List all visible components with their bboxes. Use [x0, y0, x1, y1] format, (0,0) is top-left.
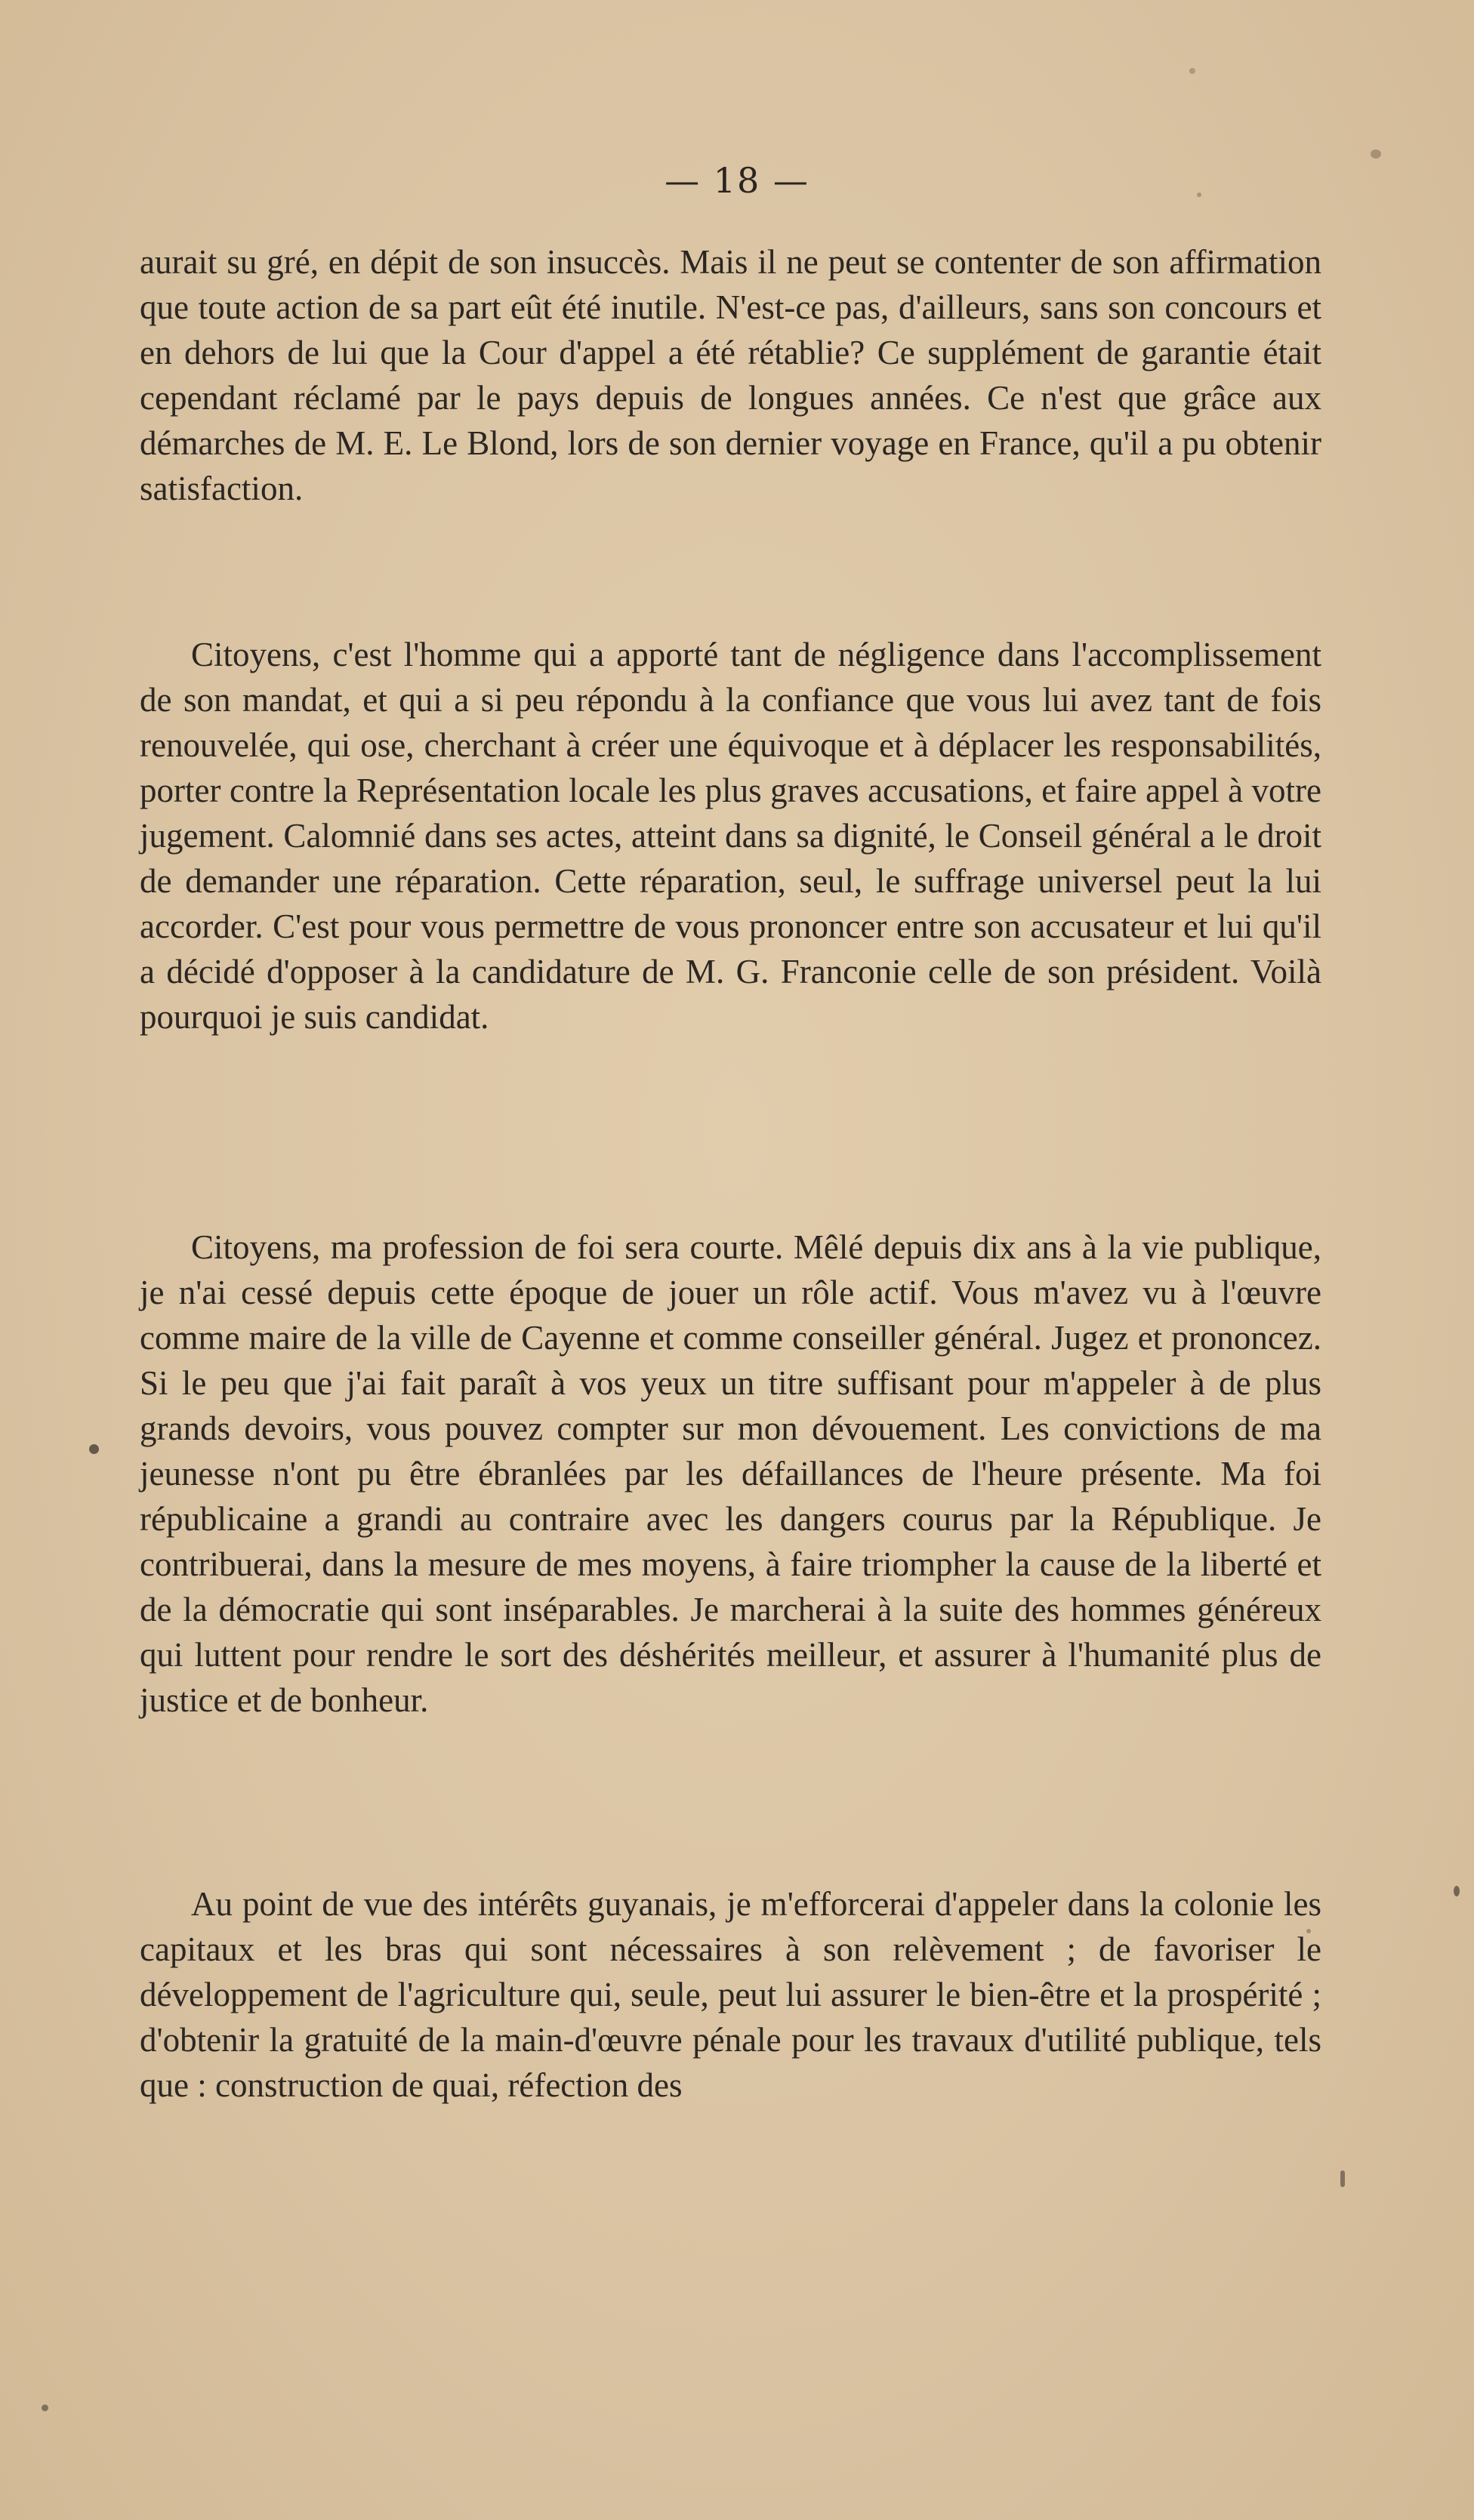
paper-speck — [1189, 68, 1195, 74]
paragraph-4 — [140, 1881, 1321, 2108]
paper-speck — [1454, 1886, 1460, 1896]
paper-speck — [1371, 149, 1381, 159]
paper-speck — [1340, 2170, 1345, 2187]
paper-speck — [1306, 1929, 1311, 1933]
paragraph-2 — [140, 632, 1321, 1040]
paragraph-3 — [140, 1225, 1321, 1723]
paragraph-text: Au point de vue des intérêts guyanais, je m'efforcerai d'appeler dans la colonie les capitaux et les bras qui sont nécessaires à son relèvement ; de favoriser le développement de l'agriculture qui, seule, peut lui assurer le bien-être et la prospérité ; d'obtenir la gratuité de la main-d'œuvre pénale pour les travaux d'utilité publique, tels que : construction de quai, réfection des — [140, 1885, 1321, 2104]
page-number: — 18 — — [665, 160, 809, 201]
paragraph-text: Citoyens, ma profession de foi sera courte. Mêlé depuis dix ans à la vie publique, je n'ai cessé depuis cette époque de jouer un rôle actif. Vous m'avez vu à l'œuvre comme maire de la ville de Cayenne et comme conseiller général. Jugez et prononcez. Si le peu que j'ai fait paraît à vos yeux un titre suffisant pour m'appeler à de plus grands devoirs, vous pouvez compter sur mon dévouement. Les convictions de ma jeunesse n'ont pu être ébranlées par les défaillances de l'heure présente. Ma foi républicaine a grandi au contraire avec les dangers courus par la République. Je contribuerai, dans la mesure de mes moyens, à faire triompher la cause de la liberté et de la démocratie qui sont inséparables. Je marcherai à la suite des hommes généreux qui luttent pour rendre le sort des déshérités meilleur, et assurer à l'humanité plus de justice et de bonheur. — [140, 1228, 1321, 1719]
paragraph-text: Citoyens, c'est l'homme qui a apporté tant de négligence dans l'accomplissement de son mandat, et qui a si peu répondu à la confiance que vous lui avez tant de fois renouvelée, qui ose, cherchant à créer une équivoque et à déplacer les responsabilités, porter contre la Représentation locale les plus graves accusations, et faire appel à votre jugement. Calomnié dans ses actes, atteint dans sa dignité, le Conseil général a le droit de demander une réparation. Cette réparation, seul, le suffrage universel peut la lui accorder. C'est pour vous permettre de vous prononcer entre son accusateur et lui qu'il a décidé d'opposer à la candidature de M. G. Franconie celle de son président. Voilà pourquoi je suis candidat. — [140, 636, 1321, 1036]
paper-speck — [89, 1444, 99, 1454]
paper-speck — [1197, 193, 1201, 197]
paragraph-1 — [140, 239, 1321, 511]
paragraph-text: aurait su gré, en dépit de son insuccès. Mais il ne peut se contenter de son affirmation que toute action de sa part eût été inutile. N'est-ce pas, d'ailleurs, sans son concours et en dehors de lui que la Cour d'appel a été rétablie? Ce supplément de garantie était cependant réclamé par le pays depuis de longues années. Ce n'est que grâce aux démarches de M. E. Le Blond, lors de son dernier voyage en France, qu'il a pu obtenir satisfaction. — [140, 243, 1321, 507]
paper-speck — [42, 2404, 48, 2411]
